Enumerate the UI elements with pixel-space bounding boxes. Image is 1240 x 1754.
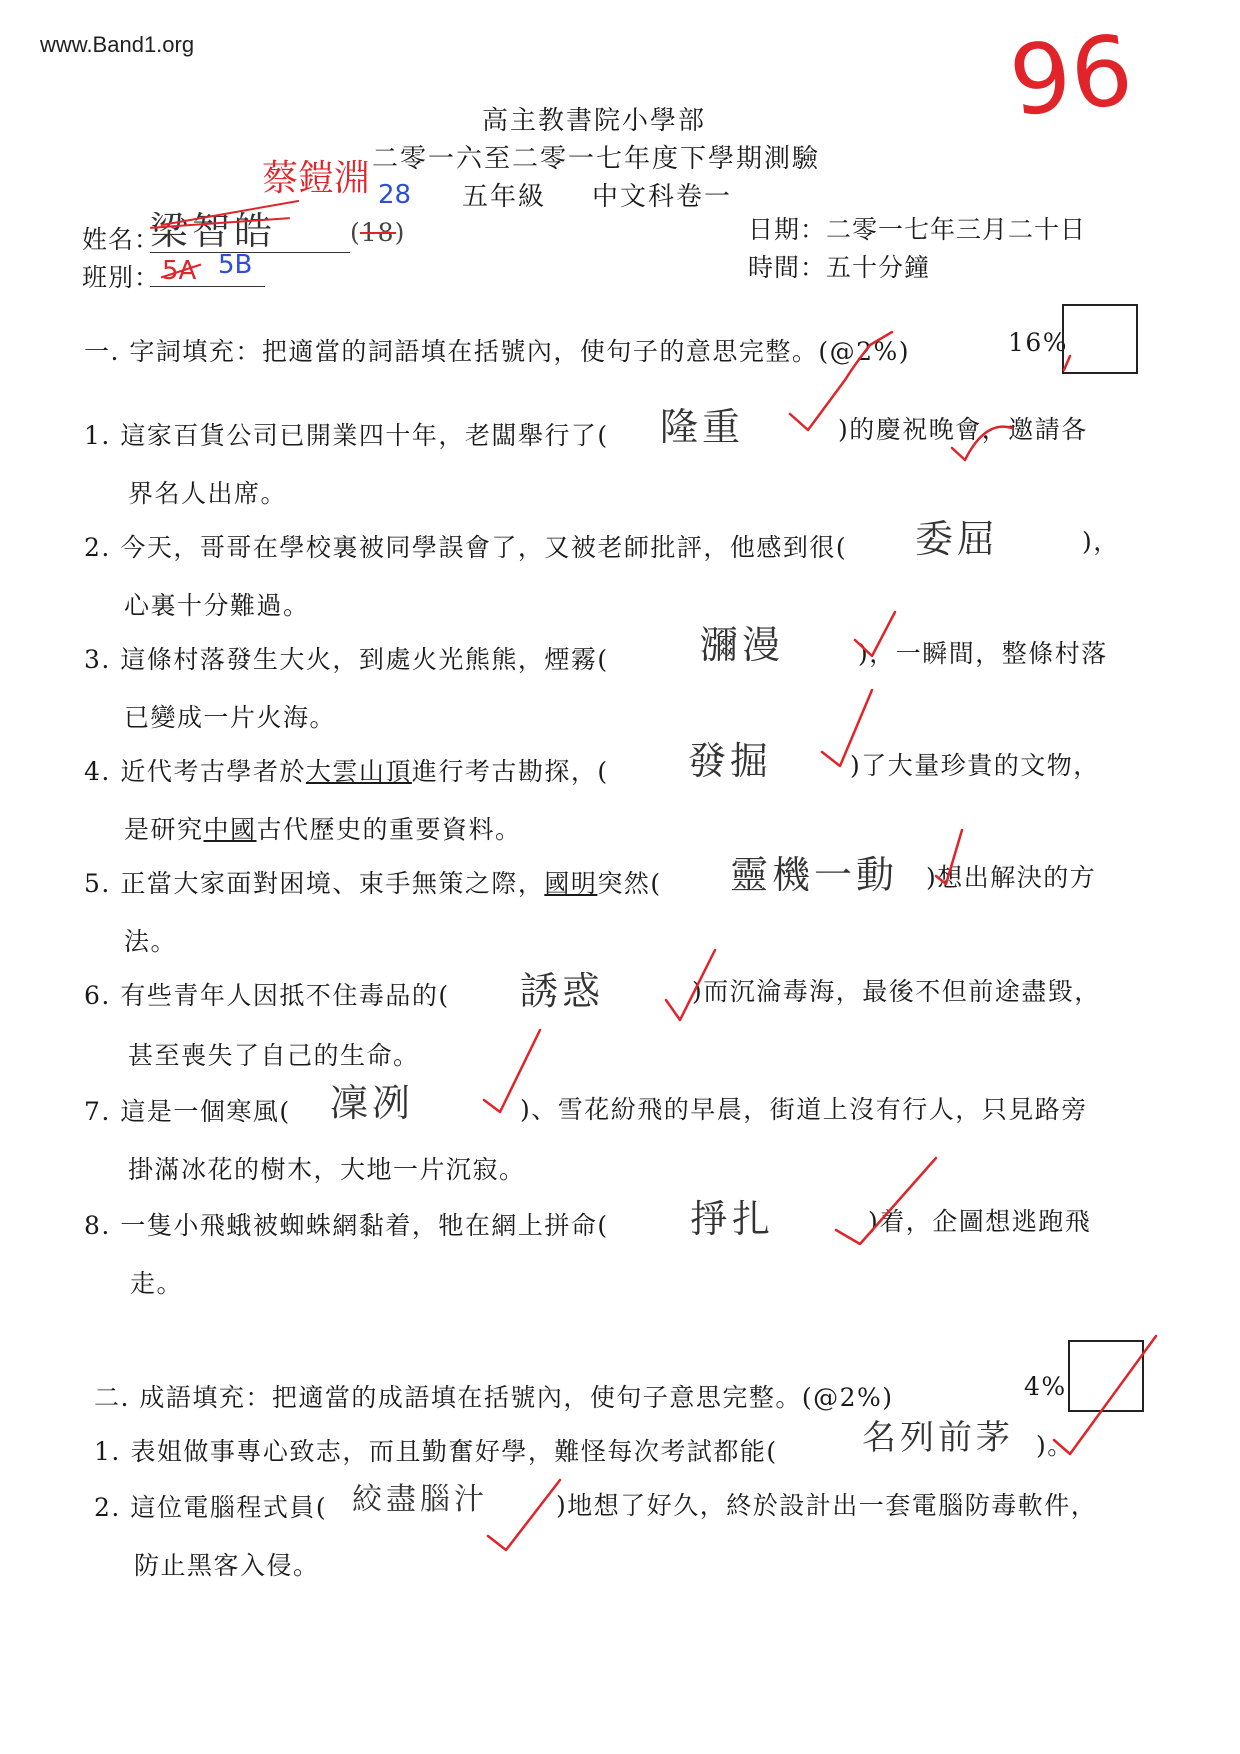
s2-q2-answer: 絞盡腦汁 [352, 1482, 488, 1517]
exam-date: 日期：二零一七年三月二十日 [748, 215, 1087, 244]
s1-q3-answer: 瀰漫 [700, 623, 785, 667]
class-label: 班別： [82, 263, 161, 292]
s1-q5-line1: 5. 正當大家面對困境、束手無策之際，國明突然( [84, 869, 662, 898]
s2-q2-line2: 防止黑客入侵。 [134, 1551, 320, 1580]
section1-weight: 16% [1008, 328, 1069, 357]
paper-label: 中文科卷一 [592, 182, 733, 212]
tick-mark [790, 332, 892, 430]
name-label: 姓名： [82, 225, 161, 254]
tick-mark [952, 427, 1012, 460]
s1-q7-answer: 凜冽 [330, 1081, 415, 1125]
s1-q8-line1: 8. 一隻小飛蛾被蜘蛛網黏着，牠在網上拼命( [84, 1211, 609, 1240]
s2-q1-after: )。 [1036, 1431, 1074, 1460]
name-corrected: 蔡鎧淵 [262, 158, 371, 199]
s1-q8-after: )着，企圖想逃跑飛 [868, 1207, 1092, 1236]
tick-mark [936, 830, 962, 884]
s2-q2-line1: 2. 這位電腦程式員( [94, 1493, 328, 1522]
school-name: 高主教書院小學部 [482, 106, 707, 136]
s1-q8-line2: 走。 [130, 1269, 184, 1298]
s1-q6-line1: 6. 有些青年人因抵不住毒品的( [84, 981, 450, 1010]
score-box-mark [1064, 356, 1070, 370]
watermark: www.Band1.org [40, 32, 195, 57]
s1-q1-line2: 界名人出席。 [128, 479, 288, 508]
tick-mark [666, 950, 715, 1020]
s1-q1-after: )的慶祝晚會，邀請各 [838, 415, 1088, 444]
s1-q5-line2: 法。 [124, 927, 178, 956]
tick-mark [822, 690, 872, 766]
s2-q2-after: )地想了好久，終於設計出一套電腦防毒軟件， [556, 1491, 1098, 1520]
s1-q2-line1: 2. 今天，哥哥在學校裏被同學誤會了，又被老師批評，他感到很( [84, 533, 848, 562]
s1-q6-answer: 誘惑 [520, 969, 605, 1013]
class-crossed: 5A [162, 256, 197, 286]
s1-q3-line2: 已變成一片火海。 [124, 703, 337, 732]
tick-mark [488, 1480, 560, 1550]
s1-q4-line2: 是研究中國古代歷史的重要資料。 [124, 815, 522, 844]
s1-q2-after: )， [1082, 527, 1120, 556]
s1-q7-line2: 掛滿冰花的樹木，大地一片沉寂。 [128, 1155, 526, 1184]
s1-q4-line1: 4. 近代考古學者於大雲山頂進行考古勘探，( [84, 757, 609, 786]
total-score: 96 [1004, 13, 1138, 139]
tick-mark [484, 1030, 540, 1112]
section2-weight: 4% [1024, 1372, 1067, 1401]
s2-q1-answer: 名列前茅 [862, 1418, 1014, 1458]
section2-title: 二. 成語填充：把適當的成語填在括號內，使句子意思完整。(@2%) [94, 1383, 894, 1412]
s1-q4-after: )了大量珍貴的文物， [850, 751, 1100, 780]
name-number-crossed: (18) [350, 218, 406, 247]
s1-q1-answer: 隆重 [660, 405, 745, 449]
s1-q7-line1: 7. 這是一個寒風( [84, 1097, 291, 1126]
s1-q6-after: )而沉淪毒海，最後不但前途盡毀， [692, 977, 1101, 1006]
number-corrected: 28 [378, 180, 412, 210]
s1-q6-line2: 甚至喪失了自己的生命。 [128, 1041, 420, 1070]
tick-mark [1054, 1336, 1156, 1454]
s1-q7-after: )、雪花紛飛的早晨，街道上沒有行人，只見路旁 [520, 1095, 1088, 1124]
s1-q2-line2: 心裏十分難過。 [124, 591, 310, 620]
s2-q1-line1: 1. 表姐做事專心致志，而且勤奮好學，難怪每次考試都能( [94, 1437, 778, 1466]
s1-q5-after: )想出解決的方 [926, 863, 1097, 892]
section1-title: 一. 字詞填充：把適當的詞語填在括號內，使句子的意思完整。(@2%) [84, 337, 911, 366]
class-corrected: 5B [218, 250, 253, 280]
s1-q4-answer: 發掘 [688, 739, 773, 783]
s1-q8-answer: 掙扎 [690, 1197, 775, 1241]
s1-q5-answer: 靈機一動 [730, 853, 899, 897]
tick-mark [836, 1158, 936, 1244]
s1-q1-line1: 1. 這家百貨公司已開業四十年，老闆舉行了( [84, 421, 609, 450]
grade-label: 五年級 [462, 182, 547, 212]
name-crossed: 梁智皓 [150, 209, 277, 253]
s1-q2-answer: 委屈 [915, 517, 1000, 561]
term-title: 二零一六至二零一七年度下學期測驗 [372, 144, 821, 174]
tick-mark [855, 612, 895, 656]
s1-q3-line1: 3. 這條村落發生大火，到處火光熊熊，煙霧( [84, 645, 609, 674]
s1-q3-after: )，一瞬間，整條村落 [858, 639, 1108, 668]
exam-time: 時間：五十分鐘 [748, 253, 931, 282]
